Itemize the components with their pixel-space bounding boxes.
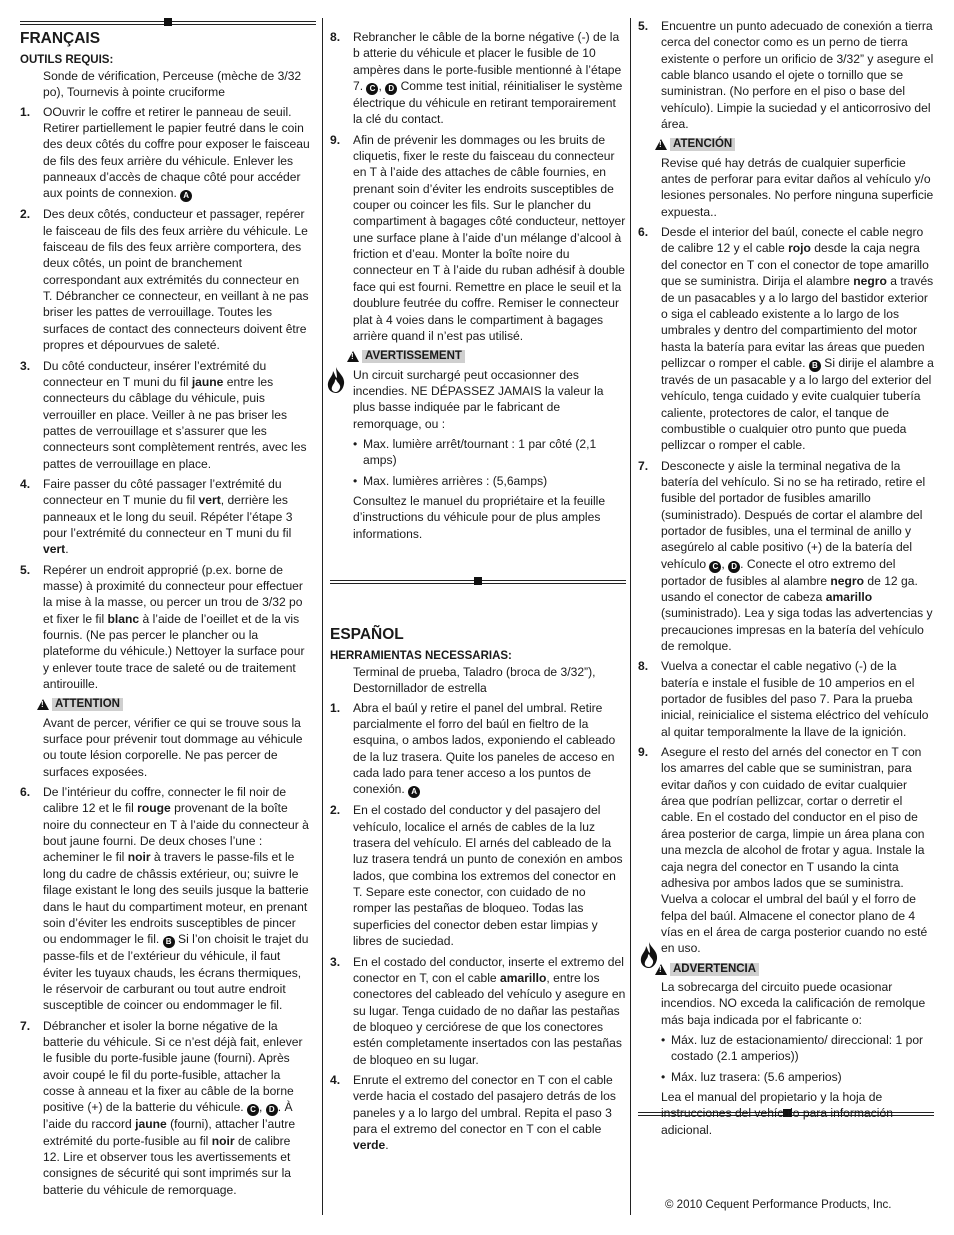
step-text: Si dirije el alambre a través de un pasacable y a lo largo del exterior del vehículo, tenga cuidado y evite cualquier tubería caliente, protectores de calor, el tanque de combustible o cualquier otro punto que pueda pellizcar o romper el cable.: [661, 355, 934, 453]
wire-color: negro: [830, 573, 865, 588]
step-5: [638, 18, 934, 132]
tools-label: OUTILS REQUIS:: [20, 54, 114, 66]
advertencia-label: [655, 963, 759, 976]
step-number: 7.: [638, 458, 649, 473]
step-number: 6.: [20, 785, 31, 800]
attention-label: [37, 698, 123, 711]
step-text: Du côté conducteur, insérer l’extrémité du connecteur en T muni du fil: [43, 358, 267, 389]
step-text: à l’aide de l’oeillet et de la vis fournis. (Ne pas percer le plancher ou la plateforme du véhicule.) Nettoyer la surface pour y enlever toute trace de saleté ou de traitement antirouille.: [43, 611, 305, 692]
advertencia-tag: ADVERTENCIA: [670, 963, 759, 976]
step-1: [330, 700, 626, 799]
step-number: 2.: [20, 207, 31, 222]
wire-color: negro: [853, 274, 887, 289]
step-8: 8. Rebrancher le câble de la borne négative (-) de la b atterie du véhicule et placer le fusible de 10 ampères dans le porte-fusible mentionné à l’étape 7. C , D Comme test initial, réinitialiser le système électrique du véhicule en retirant temporairement la clé du contact.: [330, 30, 623, 127]
figure-ref-icon: D: [266, 1104, 278, 1116]
warning-icon: [655, 964, 667, 975]
warning-bullet: • Máx. luz de estacionamiento/ direccional: 1 por costado (2.1 amperios)): [638, 1032, 934, 1065]
atencion-text: Revise qué hay detrás de cualquier superficie antes de perforar para evitar daños al vehículo y/o lesiones personales. No perfore ninguna superficie expuesta..: [661, 155, 934, 219]
step-text: Comme test initial, réinitialiser le système électrique du véhicule en retirant temporairement la clé du contact.: [353, 79, 623, 127]
step-number: 4.: [20, 476, 31, 491]
wire-color: amarillo: [825, 590, 873, 604]
step-text: .: [385, 1138, 389, 1153]
figure-ref-icon: C: [366, 83, 378, 95]
step-text: Rebrancher le câble de la borne négative (-) de la b atterie du véhicule et placer le fusible de 10 ampères dans le porte-fusible mentionné à l’étape 7.: [353, 30, 622, 94]
atencion-tag: ATENCIÓN: [670, 138, 735, 151]
spanish-section: [330, 625, 626, 1158]
warning-icon: [37, 699, 49, 710]
figure-ref-icon: B: [163, 936, 175, 948]
step-text: Abra el baúl y retire el panel del umbral. Retire parcialmente el forro del baúl en fieltro de la esquina, o ambos lados, exponiendo el cableado de la luz trasera. Quite los paneles de acceso en cada lado para tener acceso a los puntos de conexión.: [353, 700, 616, 797]
step-text: (fourni), attacher l’autre extrémité du porte-fusible au fil: [43, 1117, 296, 1148]
step-number: 8.: [330, 30, 341, 44]
step-text: Des deux côtés, conducteur et passager, repérer le faisceau de fils des feux arrière du véhicule. Le faisceau de fils des feux arrière comportera, des deux côtés, un point de branchement correspondant aux extrémités du connecteur en T. Débrancher ce connecteur, en veillant à ne pas briser les pattes de verrouillage. Toutes les surfaces de contact des connecteurs doivent être propres et dépourvues de saleté.: [43, 207, 309, 353]
figure-ref-icon: C: [247, 1104, 259, 1116]
step-number: 9.: [638, 745, 649, 760]
step-text: Afin de prévenir les dommages ou les bruits de cliquetis, fixer le reste du faisceau du connecteur en T à l’aide des attaches de câble fournies, en prenant soin d’éviter les endroits susceptibles de couper ou coincer les fils. Sur le plancher du compartiment à bagages côté conducteur, nettoyer une surface plane à l’aide d’un mélange d’alcool à friction et d’eau. Monter la boîte noire du connecteur en T à l’aide du ruban adhésif à double face qui est fourni. Remettre en place le seuil et la doublure feutrée du coffre. Remiser le connecteur plat à 4 voies dans le compartiment à bagages arrière quand il n’est pas utilisé.: [353, 132, 626, 343]
wire-color: amarillo: [500, 970, 547, 985]
advertencia-text: La sobrecarga del circuito puede ocasionar incendios. NO exceda la calificación de remolque más baja indicada por el fabricante o:: [661, 979, 926, 1027]
wire-color: jaune: [191, 374, 224, 389]
step-8: [638, 658, 934, 740]
step-4: [330, 1072, 626, 1154]
atencion-label: [655, 138, 735, 151]
section-title-french: FRANÇAIS: [20, 30, 101, 47]
step-text: . Conecte el otro extremo del portador de fusibles al alambre: [661, 556, 896, 588]
step-number: 1.: [330, 700, 341, 715]
section-title-spanish: ESPAÑOL: [330, 626, 404, 643]
step-text: , derrière les panneaux et le long du seuil. Répéter l’étape 3 pour l’extrémité du connecteur en T muni du fil: [43, 493, 293, 540]
step-number: 6.: [638, 225, 649, 240]
step-text: Débrancher et isoler la borne négative de la batterie du véhicule. Si ce n’est déjà fait, enlever le fusible du porte-fusible jaune (fourni). Après avoir coupé le fil du porte-fusible, attacher la cosse à anneau et la fixer au câble de la borne positive (+) de la batterie du véhicule.: [43, 1018, 303, 1115]
attention-tag: ATTENTION: [52, 698, 123, 711]
warning-footer: Consultez le manuel du propriétaire et la feuille d’instructions du véhicule pour de plus amples informations.: [353, 493, 606, 541]
figure-ref-icon: B: [809, 360, 821, 372]
step-text: entre les connecteurs du câblage du véhicule, puis verrouiller en place. Veiller à ne pas briser les pattes de verrouillage et s’assurer que les connecteurs sont complètement rentrés, avec les pattes de verrouillage en place.: [43, 374, 307, 471]
step-number: 9.: [330, 132, 341, 147]
step-text: à travers le passe-fils et le long du cadre de châssis extérieur, ou; suivre le filage existant le long des seuils jusque la batterie dans le haut du compartiment moteur, en prenant soin d’éviter les endroits susceptibles de pincer ou endommager le fil.: [43, 850, 309, 947]
step-number: 3.: [20, 358, 31, 373]
step-3: [20, 358, 310, 472]
step-4: [20, 476, 310, 558]
step-text: de calibre 12. Lire et observer tous les avertissements et consignes de sécurité qui sont imprimés sur la batterie du véhicule de remorquage.: [43, 1133, 292, 1197]
step-text: Enrute el extremo del conector en T con el cable verde hacia el costado del pasajero detrás de los paneles y a lo largo del umbral. Repita el paso 3 para el extremo del conector en T con el cable: [353, 1072, 616, 1136]
step-text: de 12 ga. usando el conector de cabeza: [661, 573, 918, 604]
step-text: .: [65, 542, 69, 557]
step-text: Si l’on choisit le trajet du passe-fils et de l’extérieur du véhicule, il faut éviter les tuyaux chauds, les écrans thermiques, le réservoir de carburant ou tout autre endroit susceptible de coincer ou endommager le fil.: [43, 932, 309, 1013]
column-divider-1: [322, 18, 323, 1215]
wire-color: verde: [353, 1138, 386, 1153]
step-2: [20, 206, 310, 353]
step-text: desde la caja negra del conector en T con el conector de tope amarillo que se suministra. Dirija el alambre: [661, 241, 929, 289]
wire-color: vert: [198, 493, 221, 508]
figure-ref-icon: C: [709, 561, 721, 573]
step-text: (suministrado). Lea y siga todas las advertencias y precauciones impresas en la batería del vehículo de remolque.: [661, 606, 933, 654]
tools-list: Sonde de vérification, Perceuse (mèche de 3/32 po), Tournevis à pointe cruciforme: [43, 69, 302, 100]
figure-ref-icon: A: [408, 786, 420, 798]
step-text: De l’intérieur du coffre, connecter le fil noir de calibre 12 et le fil: [43, 785, 287, 816]
column-middle: [330, 0, 626, 1153]
step-number: 2.: [330, 803, 341, 818]
step-number: 5.: [20, 562, 31, 577]
step-number: 1.: [20, 104, 31, 119]
copyright-text: © 2010 Cequent Performance Products, Inc.: [665, 1199, 892, 1211]
step-text: Desde el interior del baúl, conecte el cable negro de calibre 12 y el cable: [661, 225, 924, 256]
figure-ref-icon: D: [385, 83, 397, 95]
wire-color: rouge: [137, 801, 171, 816]
warning-bullet: • Máx. luz trasera: (5.6 amperios): [638, 1069, 934, 1085]
column-spanish: [638, 0, 934, 1138]
warning-text: Un circuit surchargé peut occasionner des incendies. NE DÉPASSEZ JAMAIS la valeur la plus basse indiquée par le fabricant de remorquage, ou :: [353, 367, 604, 431]
figure-ref-icon: D: [728, 561, 740, 573]
step-text: Encuentre un punto adecuado de conexión a tierra cerca del conector como es un perno de tierra existente o perfore un orificio de 3/32” y asegure el cable blanco usando el ojete o tornillo que se suministran. (No perfore en el piso o base del vehículo). Limpie la suciedad y el anticorrosivo del área.: [661, 19, 934, 132]
rule-marker: [474, 577, 482, 585]
warning-bullet: • Max. lumière arrêt/tournant : 1 par côté (2,1 amps): [330, 436, 626, 469]
step-text: Desconecte y aisle la terminal negativa de la batería del vehículo. Si no se ha retirado, retire el fusible del portador de fusibles amarillo (suministrado). Después de cortar el alambre del portador de fusibles, una el terminal de anillo y asegúrelo al cable positivo (+) de la batería del vehículo: [661, 458, 926, 571]
step-text: À l’aide du raccord: [43, 1100, 293, 1132]
warning-bullet: • Max. lumières arrières : (5,6amps): [330, 473, 626, 489]
wire-color: jaune: [135, 1117, 167, 1132]
step-5: [20, 562, 310, 693]
step-3: [330, 954, 626, 1068]
step-text: provenant de la boîte noire du connecteur en T à l’aide du connecteur à bout jaune fourni. De deux choses l’une : acheminer le fil: [43, 801, 309, 865]
wire-color: noir: [211, 1133, 235, 1148]
step-7: 7. Débrancher et isoler la borne négative de la batterie du véhicule. Si ce n’est déjà fait, enlever le fusible du porte-fusible jaune (fourni). Après avoir coupé le fil du porte-fusible, attacher la cosse à anneau et la fixer au câble de la borne positive (+) de la batterie du véhicule. C , D . À l’aide du raccord jaune (fourni), attacher l’autre extrémité du porte-fusible au fil noir de calibre 12. Lire et observer tous les avertissements et consignes de sécurité qui sont imprimés sur la batterie du véhicule de remorquage.: [20, 1018, 303, 1197]
column-divider-2: [630, 18, 631, 1215]
attention-text: Avant de percer, vérifier ce qui se trouve sous la surface pour prévenir tout dommage au véhicule ou toute lésion corporelle. Ne pas percer de surfaces exposées.: [43, 715, 303, 779]
step-number: 4.: [330, 1072, 341, 1087]
step-6: [20, 784, 310, 1013]
warning-icon: [655, 139, 667, 150]
step-text: , entre los conectores del cableado del vehículo y asegure en su lugar. Tenga cuidado de no dañar las pestañas de bloqueo y cerciórese de que los conectores estén completamente insertados con las pestañas de bloqueo en su lugar.: [353, 970, 626, 1067]
warning-tag: AVERTISSEMENT: [362, 350, 465, 363]
advertencia-footer: Lea el manual del propietario y la hoja de instrucciones del vehículo para información adicional.: [661, 1089, 893, 1137]
step-text: a través de un pasacables y a lo largo del bastidor exterior o siga el cableado existente a lo largo de los umbrales y dentro del compartimiento del motor hasta la batería para evitar las áreas que pueden pellizcar o romper el cable.: [661, 274, 934, 370]
step-text: Faire passer du côté passager l’extrémité du connecteur en T munie du fil: [43, 476, 282, 508]
tools-label: HERRAMIENTAS NECESSARIAS:: [330, 650, 512, 662]
step-number: 5.: [638, 19, 649, 33]
step-number: 8.: [638, 659, 649, 674]
warning-icon: [347, 351, 359, 362]
tools-list: Terminal de prueba, Taladro (broca de 3/32”), Destornillador de estrella: [353, 665, 596, 696]
step-text: En el costado del conductor y del pasajero del vehículo, localice el arnés de cables de la luz trasera del vehículo. El arnés del cableado de la luz trasera tendrá un punto de conexión en ambos lados, que combina los extremos del conector en T. Separe este conector, con cuidado de no romper las pestañas de bloqueo. Todas las superficies del conector deben estar limpias y libres de suciedad.: [353, 803, 623, 949]
step-text: OOuvrir le coffre et retirer le panneau de seuil. Retirer partiellement le papier feutré dans le coin des deux côtés du coffre pour exposer le faisceau de fils des feux arrière du véhicule. Enlever les panneaux d’accès de chaque côté pour accéder aux points de connexion.: [43, 104, 310, 201]
step-text: Repérer un endroit approprié (p.ex. borne de masse) à proximité du connecteur pour effectuer la mise à la masse, ou percer un trou de 3/32 po et fixer le fil: [43, 562, 303, 626]
step-9: [638, 744, 934, 956]
step-6: [638, 224, 934, 453]
step-number: 7.: [20, 1018, 31, 1033]
step-7: 7. Desconecte y aisle la terminal negativa de la batería del vehículo. Si no se ha retirado, retire el fusible del portador de fusibles amarillo (suministrado). Después de cortar el alambre del portador de fusibles, una el terminal de anillo y asegúrelo al cable positivo (+) de la batería del vehículo C , D . Conecte el otro extremo del portador de fusibles al alambre negro de 12 ga. usando el conector de cabeza amarillo (suministrado). Lea y siga todas las advertencias y precauciones impresas en la batería del vehículo de remolque.: [638, 458, 933, 654]
warning-label: [347, 350, 465, 363]
wire-color: noir: [127, 850, 151, 865]
step-text: En el costado del conductor, inserte el extremo del conector en T, con el cable: [353, 954, 624, 985]
step-text: Asegure el resto del arnés del conector en T con los amarres del cable que se suministran, para evitar daños y con cuidado de evitar cualquier área que podrían pellizcar, cortar o derretir el cable. En el costado del conductor en el piso de área posterior de carga, limpie un área plana con una mezcla de alcohol de frotar y agua. Instale la caja negra del conector en T usando la cinta adhesiva por ambos lados que se suministra. Vuelva a colocar el umbral del baúl y el forro de felpa del baúl. Almacene el conector plano de 4 vías en el área de carga posterior cuando no esté en uso.: [661, 745, 928, 956]
step-number: 3.: [330, 954, 341, 969]
wire-color: rojo: [788, 241, 811, 256]
column-french: [20, 0, 310, 1202]
wire-color: blanc: [107, 611, 140, 626]
step-1: [20, 104, 310, 203]
step-9: [330, 132, 626, 344]
step-text: Vuelva a conectar el cable negativo (-) de la batería e instale el fusible de 10 amperios en el portador de fusibles del paso 7. Para la prueba inicial, reinicialice el sistema eléctrico del vehículo al quitar temporalmente la llave de la ignición.: [661, 659, 929, 739]
wire-color: vert: [43, 542, 66, 557]
figure-ref-icon: A: [180, 190, 192, 202]
step-2: [330, 802, 626, 949]
